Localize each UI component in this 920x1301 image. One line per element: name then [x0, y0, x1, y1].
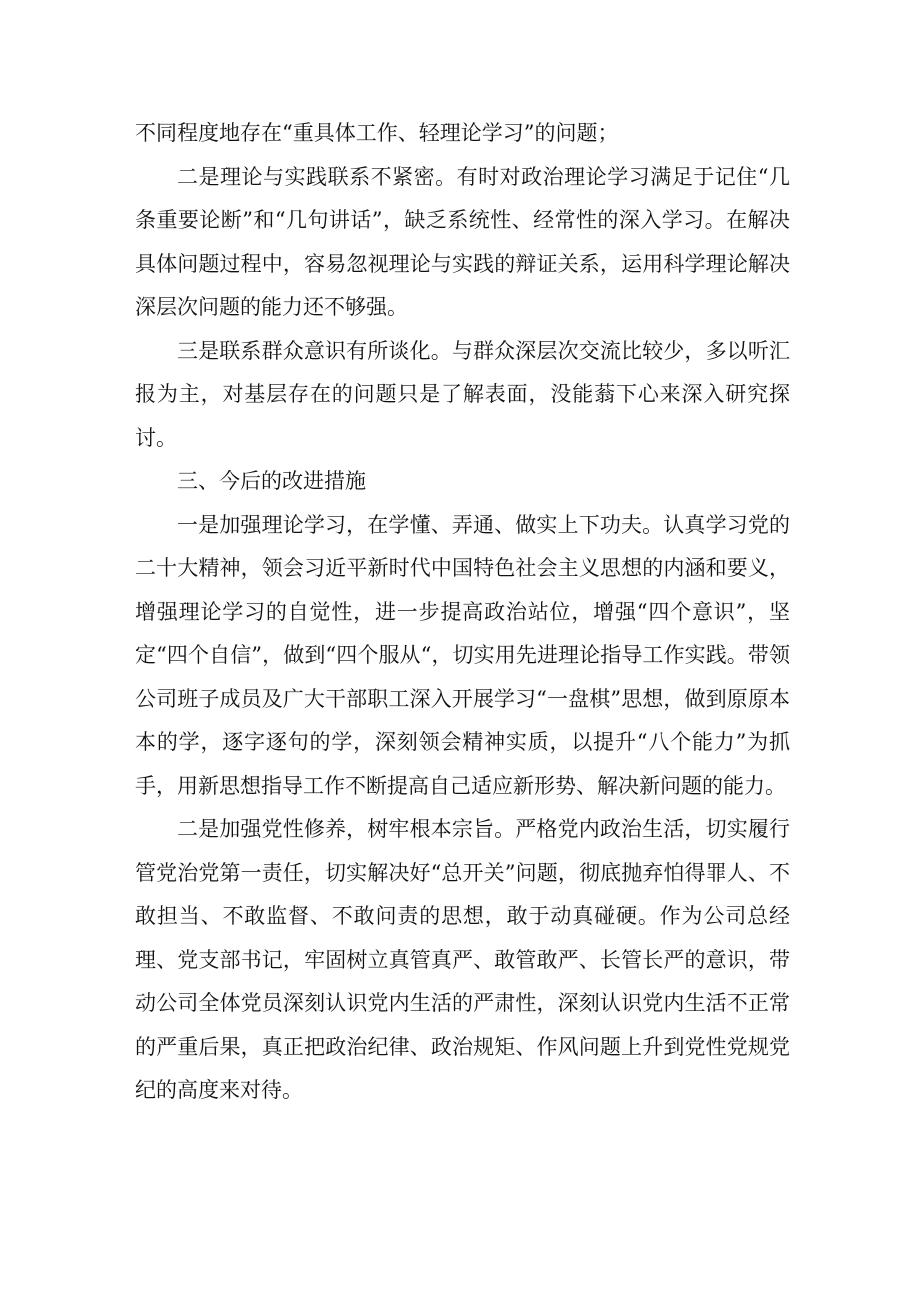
section-heading: 三、今后的改进措施	[177, 469, 366, 493]
paragraph-strengthen-theory: 一是加强理论学习，在学懂、弄通、做实上下功夫。认真学习党的二十大精神，领会习近平新时代中国特色社会主义思想的内涵和要义，增强理论学习的自觉性，进一步提高政治站位，增强“四个意识”，坚定“四个自信”，做到“四个服从“，切实用先进理论指导工作实践。带领公司班子成员及广大干部职工深入开展学习“一盘棋”思想，做到原原本本的学，逐字逐句的学，深刻领会精神实质，以提升“八个能力”为抓手，用新思想指导工作不断提高自己适应新形势、解决新问题的能力。	[135, 512, 790, 798]
document-body	[135, 112, 790, 1113]
paragraph-continued: 不同程度地存在“重具体工作、轻理论学习”的问题；	[135, 121, 619, 145]
paragraph-mass-contact: 三是联系群众意识有所谈化。与群众深层次交流比较少，多以听汇报为主，对基层存在的问题只是了解表面，没能蓊下心来深入研究探讨。	[135, 338, 790, 450]
paragraph-party-spirit: 二是加强党性修养，树牢根本宗旨。严格党内政治生活，切实履行管党治党第一责任，切实解决好“总开关”问题，彻底抛弃怕得罪人、不敢担当、不敢监督、不敢问责的思想，敢于动真碰硬。作为公司总经理、党支部书记，牢固树立真管真严、敢管敢严、长管长严的意识，带动公司全体党员深刻认识党内生活的严肃性，深刻认识党内生活不正常的严重后果，真正把政治纪律、政治规矩、作风问题上升到党性党规党纪的高度来对待。	[135, 817, 790, 1102]
paragraph-theory-practice: 二是理论与实践联系不紧密。有时对政治理论学习满足于记住“几条重要论断”和“几句讲话”，缺乏系统性、经常性的深入学习。在解决具体问题过程中，容易忽视理论与实践的辩证关系，运用科学理论解决深层次问题的能力还不够强。	[135, 164, 790, 319]
